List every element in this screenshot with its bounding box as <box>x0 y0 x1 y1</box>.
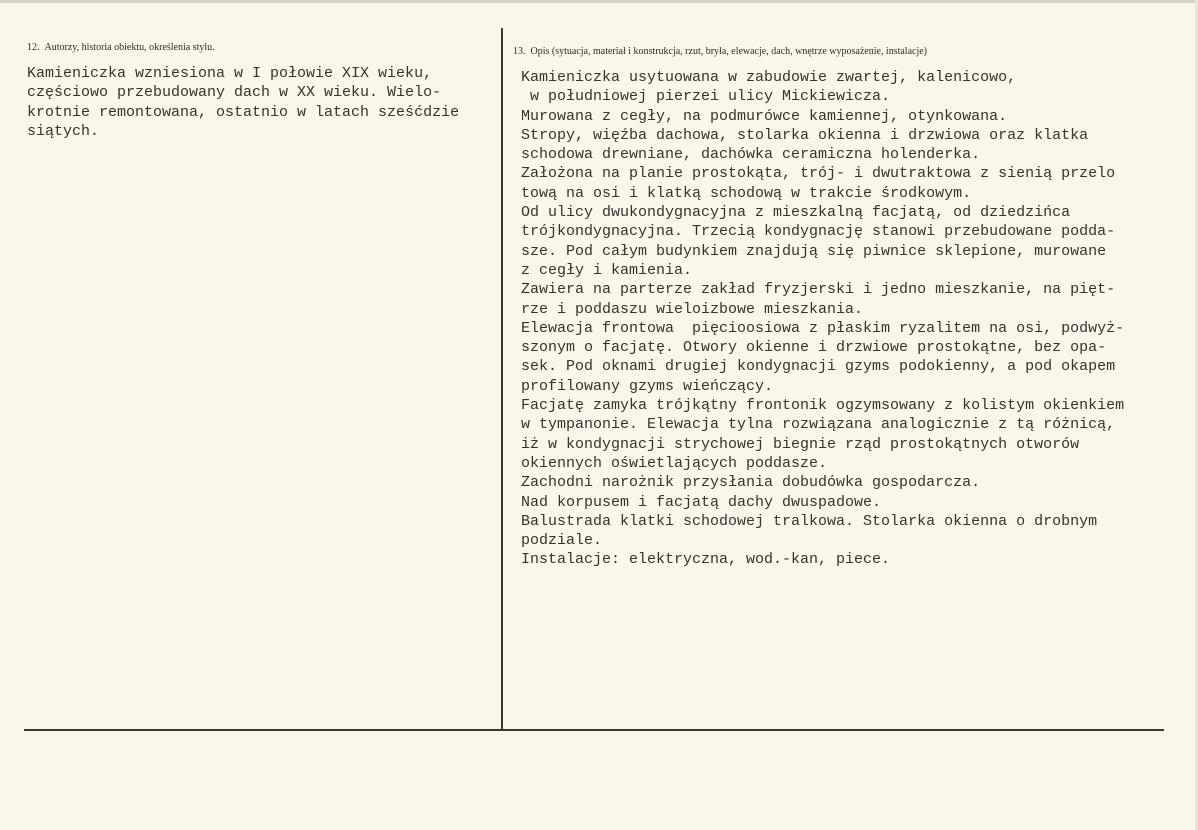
right-section-line: szonym o facjatę. Otwory okienne i drzwiowe prostokątne, bez opa- <box>521 339 1107 357</box>
right-section-line: Kamieniczka usytuowana w zabudowie zwartej, kalenicowo, <box>521 69 1017 86</box>
right-section-line: schodowa drewniane, dachówka ceramiczna holenderka. <box>521 146 981 164</box>
right-section-line: sek. Pod oknami drugiej kondygnacji gzyms podokienny, a pod okapem <box>521 358 1116 376</box>
right-section-line: w południowej pierzei ulicy Mickiewicza. <box>521 88 891 106</box>
left-section-line: krotnie remontowana, ostatnio w latach sześćdzie <box>27 103 460 121</box>
right-section-line: z cegły i kamienia. <box>521 261 693 279</box>
section-13-typed-text <box>521 68 1124 570</box>
left-section-line: Kamieniczka wzniesiona w I połowie XIX wieku, <box>27 65 433 82</box>
column-divider <box>501 28 503 730</box>
right-section-line: Elewacja frontowa pięcioosiowa z płaskim ryzalitem na osi, podwyż- <box>521 319 1125 337</box>
right-section-line: w tympanonie. Elewacja tylna rozwiązana analogicznie z tą różnicą, <box>521 416 1116 434</box>
right-section-line: Instalacje: elektryczna, wod.-kan, piece. <box>521 551 891 569</box>
section-12-number: 12. <box>27 42 40 53</box>
section-12-title: Autorzy, historia obiektu, określenia stylu. <box>44 42 215 53</box>
right-section-line: Od ulicy dwukondygnacyjna z mieszkalną facjatą, od dziedzińca <box>521 204 1071 222</box>
section-12-typed-text <box>27 64 459 141</box>
right-section-line: sze. Pod całym budynkiem znajdują się piwnice sklepione, murowane <box>521 242 1107 260</box>
left-section-line: siątych. <box>27 122 100 140</box>
right-section-line: Założona na planie prostokąta, trój- i dwutraktowa z sienią przelo <box>521 165 1116 183</box>
right-section-line: rze i poddaszu wieloizbowe mieszkania. <box>521 300 864 318</box>
right-section-line: iż w kondygnacji strychowej biegnie rząd prostokątnych otworów <box>521 435 1080 453</box>
right-section-line: Zachodni narożnik przysłania dobudówka gospodarcza. <box>521 474 981 492</box>
right-section-line: profilowany gzyms wieńczący. <box>521 377 774 395</box>
right-section-line: Balustrada klatki schodowej tralkowa. Stolarka okienna o drobnym <box>521 512 1098 530</box>
right-section-line: Stropy, więźba dachowa, stolarka okienna i drzwiowa oraz klatka <box>521 126 1089 144</box>
right-section-line: Nad korpusem i facjatą dachy dwuspadowe. <box>521 493 882 511</box>
right-section-line: podziale. <box>521 532 603 550</box>
card-top-edge <box>0 0 1198 3</box>
left-section-line: częściowo przebudowany dach w XX wieku. Wielo- <box>27 84 442 102</box>
right-section-line: Murowana z cegły, na podmurówce kamiennej, otynkowana. <box>521 107 1008 125</box>
right-section-line: okiennych oświetlających poddasze. <box>521 454 828 472</box>
right-section-line: tową na osi i klatką schodową w trakcie środkowym. <box>521 184 972 202</box>
right-section-line: Zawiera na parterze zakład fryzjerski i jedno mieszkanie, na pięt- <box>521 281 1116 299</box>
right-section-line: trójkondygnacyjna. Trzecią kondygnację stanowi przebudowane podda- <box>521 223 1116 241</box>
bottom-rule <box>24 729 1164 731</box>
section-13-heading <box>513 46 927 58</box>
right-section-line: Facjatę zamyka trójkątny frontonik ogzymsowany z kolistym okienkiem <box>521 397 1125 415</box>
section-12-heading <box>27 42 215 54</box>
section-13-title: Opis (sytuacja, materiał i konstrukcja, rzut, bryła, elewacje, dach, wnętrze wyposażenie, instalacje) <box>530 46 927 57</box>
section-13-number: 13. <box>513 46 526 57</box>
